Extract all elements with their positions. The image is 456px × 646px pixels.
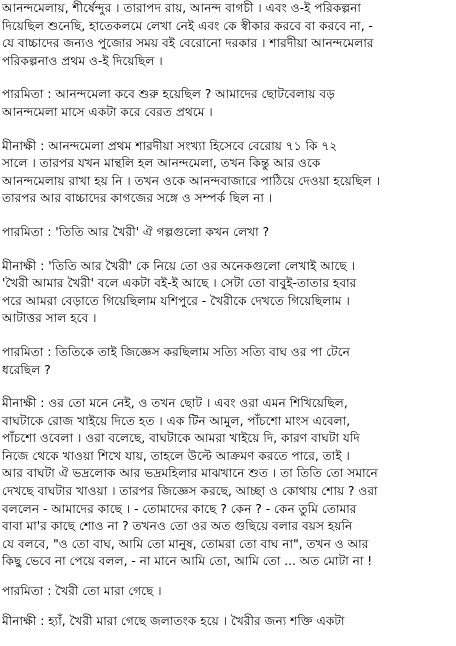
- paragraph-question-paramita: [2, 344, 454, 379]
- text-line: আনন্দমেলা মাসে একটা করে বেরত প্রথমে ।: [2, 104, 213, 119]
- text-line: যে বলবে, "ও তো বাঘ, আমি তো মানুষ, তোমরা তো বাঘ না", তখন ও আর: [2, 536, 369, 551]
- text-line: মীনাক্ষী : আনন্দমেলা প্রথম শারদীয়া সংখ্যা হিসেবে বেরোয় ৭১ কি ৭২: [2, 138, 338, 153]
- paragraph-answer-minakshi: [2, 395, 454, 571]
- text-line: দেখছে বাঘটার খাওয়া । তারপর জিজ্ঞেস করছে, আচ্ছা ও কোথায় শোয় ? ওরা: [2, 484, 378, 499]
- text-line: পরে আমরা বেড়াতে গিয়েছিলাম যশিপুরে - খৈরীকে দেখতে গিয়েছিলাম ।: [2, 293, 350, 308]
- text-line: মীনাক্ষী : ওর তো মনে নেই, ও তখন ছোট । এবং ওরা এমন শিখিয়েছিল,: [2, 396, 348, 411]
- text-line: 'খৈরী আমার খৈরী' বলে একটা বই-ই আছে । সেটা তো বাবুই-তাতার হবার: [2, 276, 357, 291]
- text-line: মীনাক্ষী : 'তিতি আর খৈরী' কে নিয়ে তো ওর অনেকগুলো লেখাই আছে ।: [2, 258, 355, 273]
- paragraph-answer-minakshi: [2, 138, 454, 208]
- paragraph-question-paramita: [2, 583, 454, 601]
- text-line: যে বাচ্চাদের জন্যও পুজোর সময় বই বেরোনো দরকার । শারদীয়া আনন্দমেলার: [2, 36, 374, 51]
- text-line: নিজে থেকে খাওয়া শিখে যায়, তাহলে উল্টে আক্রমণ করতে পারে, তাই ।: [2, 448, 350, 463]
- text-line: পারমিতা : আনন্দমেলা কবে শুরু হয়েছিল ? আমাদের ছোটবেলায় বড়: [2, 87, 335, 102]
- text-line: মীনাক্ষী : হ্যাঁ, খৈরী মারা গেছে জলাতংক হয়ে । খৈরীর জন্য শক্তি একটা: [2, 613, 345, 628]
- text-line: আর বাঘটা ঐ ভদ্রলোক আর ভদ্রমহিলার মাঝখানে শুত । তা তিতি তো সমানে: [2, 466, 378, 481]
- interview-document: [2, 0, 454, 646]
- text-line: বাবা মা'র কাছে শোও না ? তখনও তো ওর অত গুছিয়ে বলার বয়স হয়নি: [2, 519, 353, 534]
- text-line: দিয়েছিল শুনেছি, হাতেকলমে লেখা নেই এবং কে স্বীকার করবে বা করবে না, -: [2, 18, 373, 33]
- paragraph-intro: [2, 0, 454, 70]
- paragraph-question-paramita: [2, 86, 454, 121]
- text-line: আনন্দমেলায়, শীর্ষেন্দুর । তারাপদ রায়, আনন্দ বাগচী । এবং ও-ই পরিকল্পনা: [2, 1, 361, 15]
- paragraph-answer-minakshi: [2, 613, 454, 631]
- text-line: বললেন - আমাদের কাছে । - তোমাদের কাছে ? কেন ? - কেন তুমি তোমার: [2, 501, 357, 516]
- text-line: আনন্দমেলায় রাখা হয় নি । তখন ওকে আনন্দবাজারে পাঠিয়ে দেওয়া হয়েছিল ।: [2, 173, 380, 188]
- text-line: পাঁচশো ওবেলা । ওরা বলেছে, বাঘটাকে আমরা খাইয়ে দি, কারণ বাঘটা যদি: [2, 431, 360, 446]
- text-line: বাঘটাকে রোজ খাইয়ে দিতে হত । এক টিন আমুল, পাঁচশো মাংস এবেলা,: [2, 413, 351, 428]
- text-line: কিছু ভেবে না পেয়ে বলল, - না মানে আমি তো, আমি তো ... অত মোটা না !: [2, 554, 373, 569]
- paragraph-question-paramita: [2, 224, 454, 242]
- text-line: পরিকল্পনাও প্রথম ও-ই দিয়েছিল ।: [2, 53, 163, 68]
- text-line: সালে । তারপর যখন মান্থলি হল আনন্দমেলা, তখন কিন্তু আর ওকে: [2, 156, 321, 171]
- text-line: আটাত্তর সাল হবে ।: [2, 311, 97, 326]
- paragraph-answer-minakshi: [2, 258, 454, 328]
- text-line: ধরেছিল ?: [2, 362, 51, 377]
- text-line: তারপর আর বাচ্চাদের কাগজের সঙ্গে ও সম্পর্ক ছিল না ।: [2, 191, 273, 206]
- text-line: পারমিতা : তিতিকে তাই জিজ্ঞেস করছিলাম সত্যি সত্যি বাঘ ওর পা টেনে: [2, 344, 350, 359]
- text-line: পারমিতা : খৈরী তো মারা গেছে ।: [2, 584, 162, 599]
- text-line: পারমিতা : 'তিতি আর খৈরী' ঐ গল্পগুলো কখন লেখা ?: [2, 224, 270, 239]
